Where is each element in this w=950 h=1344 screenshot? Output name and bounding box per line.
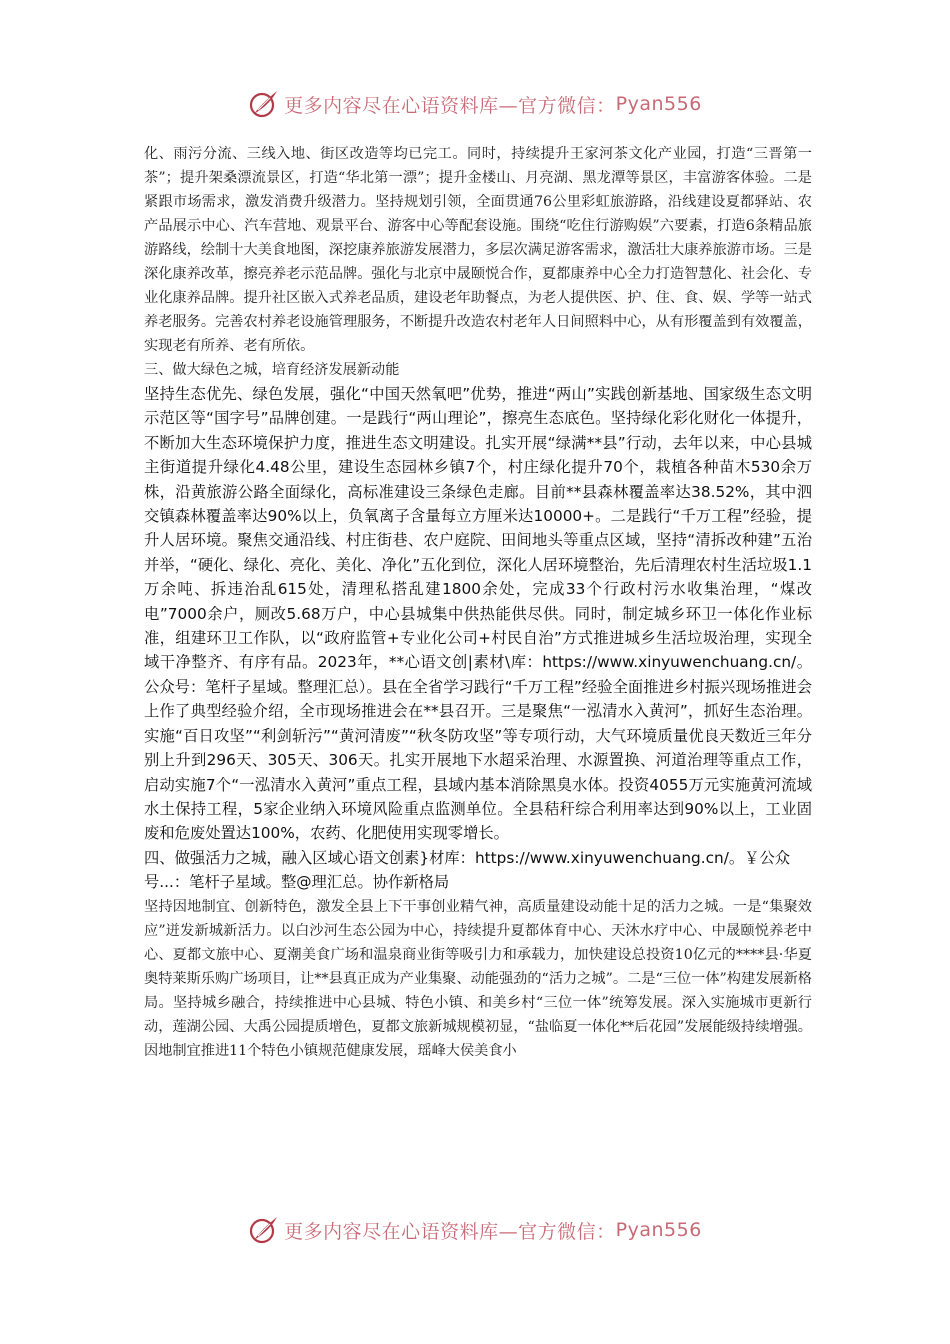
document-body [144, 142, 812, 1063]
footer-watermark-banner [0, 1212, 950, 1248]
banner-wechat-id: Pyan556 [615, 93, 702, 115]
header-watermark-banner [0, 86, 950, 122]
quill-logo-icon [248, 88, 280, 120]
banner-text: 更多内容尽在心语资料库—官方微信： [284, 1220, 616, 1243]
section-3-heading: 三、做大绿色之城，培育经济发展新动能 [144, 362, 400, 378]
banner-text: 更多内容尽在心语资料库—官方微信： [284, 94, 616, 117]
quill-logo-icon [248, 1214, 280, 1246]
banner-wechat-id: Pyan556 [615, 1219, 702, 1241]
section-4-body: 坚持因地制宜、创新特色，激发全县上下干事创业精气神，高质量建设动能十足的活力之城。一是“集聚效应”迸发新城新活力。以白沙河生态公园为中心，持续提升夏都体育中心、天沐水疗中心、中晟颐悦养老中心、夏都文旅中心、夏潮美食广场和温泉商业街等吸引力和承载力，加快建设总投资10亿元的****县·华夏奥特莱斯乐购广场项目，让**县真正成为产业集聚、动能强劲的“活力之城”。二是“三位一体”构建发展新格局。坚持城乡融合，持续推进中心县城、特色小镇、和美乡村“三位一体”统筹发展。深入实施城市更新行动，莲湖公园、大禹公园提质增色，夏都文旅新城规模初显，“盐临夏一体化**后花园”发展能级持续增强。因地制宜推进11个特色小镇规范健康发展，瑶峰大侯美食小 [144, 898, 812, 1059]
paragraph-intro: 化、雨污分流、三线入地、街区改造等均已完工。同时，持续提升王家河茶文化产业园，打造“三晋第一茶”；提升架桑漂流景区，打造“华北第一漂”；提升金楼山、月亮湖、黑龙潭等景区，丰富游客体验。二是紧跟市场需求，激发消费升级潜力。坚持规划引领，全面贯通76公里彩虹旅游路，沿线建设夏都驿站、农产品展示中心、汽车营地、观景平台、游客中心等配套设施。围绕“吃住行游购娱”六要素，打造6条精品旅游路线，绘制十大美食地图，深挖康养旅游发展潜力，多层次满足游客需求，激活壮大康养旅游市场。三是深化康养改革，擦亮养老示范品牌。强化与北京中晟颐悦合作，夏都康养中心全力打造智慧化、社会化、专业化康养品牌。提升社区嵌入式养老品质，建设老年助餐点，为老人提供医、护、住、食、娱、学等一站式养老服务。完善农村养老设施管理服务，不断提升改造农村老年人日间照料中心，从有形覆盖到有效覆盖，实现老有所养、老有所依。 [144, 146, 812, 354]
section-3-body: 坚持生态优先、绿色发展，强化“中国天然氧吧”优势，推进“两山”实践创新基地、国家级生态文明示范区等“国字号”品牌创建。一是践行“两山理论”，擦亮生态底色。坚持绿化彩化财化一体提升，不断加大生态环境保护力度，推进生态文明建设。扎实开展“绿满**县”行动，去年以来，中心县城主街道提升绿化4.48公里，建设生态园林乡镇7个，村庄绿化提升70个，栽植各种苗木530余万株，沿黄旅游公路全面绿化，高标准建设三条绿色走廊。目前**县森林覆盖率达38.52%，其中泗交镇森林覆盖率达90%以上，负氧离子含量每立方厘米达10000+。二是践行“千万工程”经验，提升人居环境。聚焦交通沿线、村庄街巷、农户庭院、田间地头等重点区域，坚持“清拆改种建”五治并举，“硬化、绿化、亮化、美化、净化”五化到位，深化人居环境整治，先后清理农村生活垃圾1.1万余吨、拆违治乱615处，清理私搭乱建1800余处，完成33个行政村污水收集治理，“煤改电”7000余户，厕改5.68万户，中心县城集中供热能供尽供。同时，制定城乡环卫一体化作业标准，组建环卫工作队，以“政府监管+专业化公司+村民自治”方式推进城乡生活垃圾治理，实现全域干净整齐、有序有品。2023年，**心语文创|素材\库：https://www.xinyuwenchuang.cn/。公众号：笔杆子星域。整理汇总）。县在全省学习践行“千万工程”经验全面推进乡村振兴现场推进会上作了典型经验介绍，全市现场推进会在**县召开。三是聚焦“一泓清水入黄河”，抓好生态治理。实施“百日攻坚”“利剑斩污”“黄河清废”“秋冬防攻坚”等专项行动，大气环境质量优良天数近三年分别上升到296天、305天、306天。扎实开展地下水超采治理、水源置换、河道治理等重点工作，启动实施7个“一泓清水入黄河”重点工程，县域内基本消除黑臭水体。投资4055万元实施黄河流域水土保持工程，5家企业纳入环境风险重点监测单位。全县秸秆综合利用率达到90%以上，工业固废和危废处置达100%，农药、化肥使用实现零增长。 [144, 385, 812, 843]
section-4-heading: 四、做强活力之城，融入区域心语文创素}材库：https://www.xinyuwenchuang.cn/。￥公众号...：笔杆子星域。整@理汇总。协作新格局 [144, 848, 791, 892]
